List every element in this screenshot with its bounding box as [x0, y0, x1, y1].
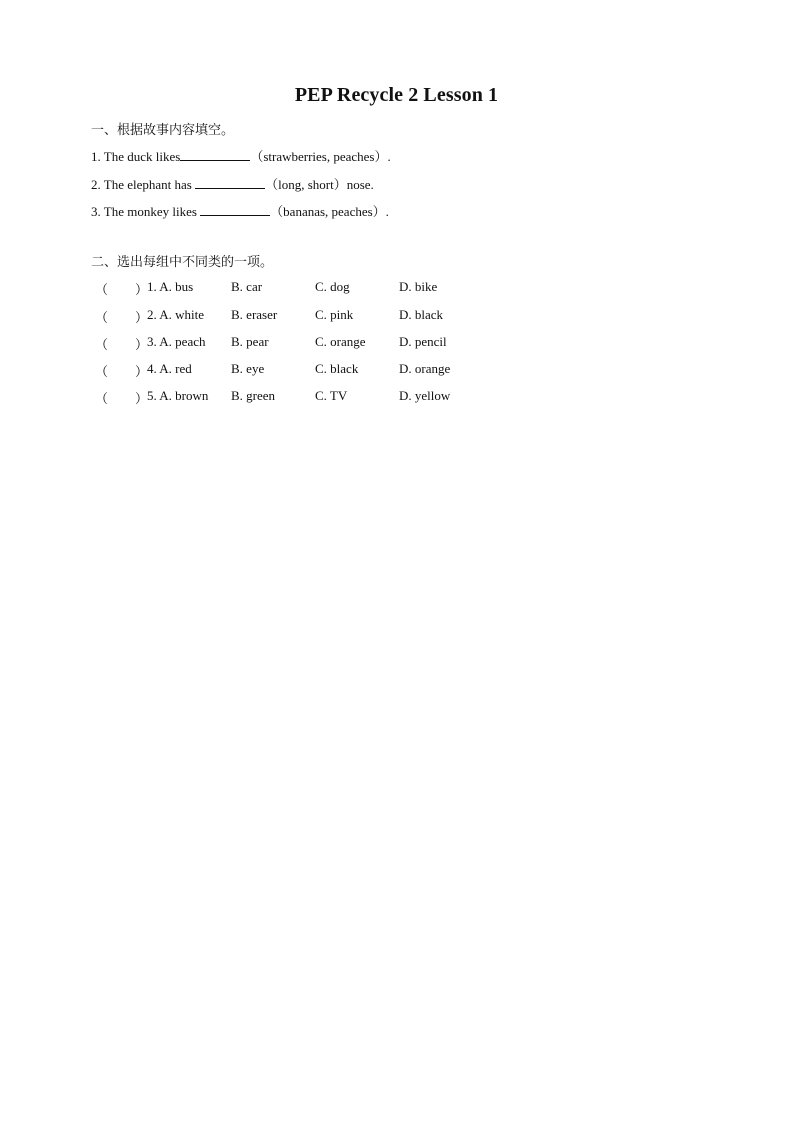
- choice-a-3: 3. A. peach: [147, 334, 206, 349]
- answer-paren-open-5[interactable]: （: [95, 391, 109, 406]
- answer-paren-close-1: ）: [135, 282, 149, 297]
- fill-blank-item-3: [91, 201, 389, 220]
- fill-blank-item-3-text: 3. The monkey likes: [91, 204, 201, 219]
- choice-d-4: D. orange: [399, 361, 451, 376]
- choice-row-1: [95, 279, 525, 297]
- fill-blank-item-1: [91, 146, 391, 165]
- choice-a-5: 5. A. brown: [147, 388, 209, 403]
- fill-blank-item-2-options: （long, short）nose.: [265, 177, 374, 192]
- fill-blank-item-3-options: （bananas, peaches）.: [270, 204, 389, 219]
- answer-paren-open-2[interactable]: （: [95, 310, 109, 325]
- choice-b-2: B. eraser: [231, 307, 278, 322]
- page-title: PEP Recycle 2 Lesson 1: [294, 84, 499, 106]
- fill-blank-item-2: [91, 174, 374, 193]
- answer-paren-open-1[interactable]: （: [95, 282, 109, 297]
- choice-d-3: D. pencil: [399, 334, 447, 349]
- section-1-heading: 一、根据故事内容填空。: [91, 123, 235, 138]
- fill-blank-item-1-text: 1. The duck likes: [91, 149, 181, 164]
- choice-c-4: C. black: [315, 361, 359, 376]
- choice-a-2: 2. A. white: [147, 307, 205, 322]
- answer-paren-open-3[interactable]: （: [95, 337, 109, 352]
- choice-b-1: B. car: [231, 279, 263, 294]
- answer-paren-open-4[interactable]: （: [95, 364, 109, 379]
- choice-c-1: C. dog: [315, 279, 350, 294]
- choice-d-1: D. bike: [399, 279, 438, 294]
- answer-paren-close-5: ）: [135, 391, 149, 406]
- answer-blank-3[interactable]: [200, 204, 270, 216]
- choice-row-5: [95, 388, 525, 406]
- choice-row-2: [95, 307, 525, 325]
- answer-paren-close-2: ）: [135, 310, 149, 325]
- choice-c-3: C. orange: [315, 334, 366, 349]
- choice-d-2: D. black: [399, 307, 444, 322]
- section-2-heading: 二、选出每组中不同类的一项。: [91, 255, 274, 270]
- answer-paren-close-4: ）: [135, 364, 149, 379]
- choice-d-5: D. yellow: [399, 388, 451, 403]
- choice-row-4: [95, 361, 525, 379]
- choice-a-4: 4. A. red: [147, 361, 192, 376]
- choice-b-5: B. green: [231, 388, 276, 403]
- fill-blank-item-1-options: （strawberries, peaches）.: [250, 149, 391, 164]
- choice-b-3: B. pear: [231, 334, 269, 349]
- choice-c-2: C. pink: [315, 307, 354, 322]
- choice-row-3: [95, 334, 525, 352]
- choice-b-4: B. eye: [231, 361, 265, 376]
- choice-a-1: 1. A. bus: [147, 279, 194, 294]
- answer-blank-1[interactable]: [180, 149, 250, 161]
- choice-c-5: C. TV: [315, 388, 348, 403]
- answer-paren-close-3: ）: [135, 337, 149, 352]
- answer-blank-2[interactable]: [195, 177, 265, 189]
- fill-blank-item-2-text: 2. The elephant has: [91, 177, 196, 192]
